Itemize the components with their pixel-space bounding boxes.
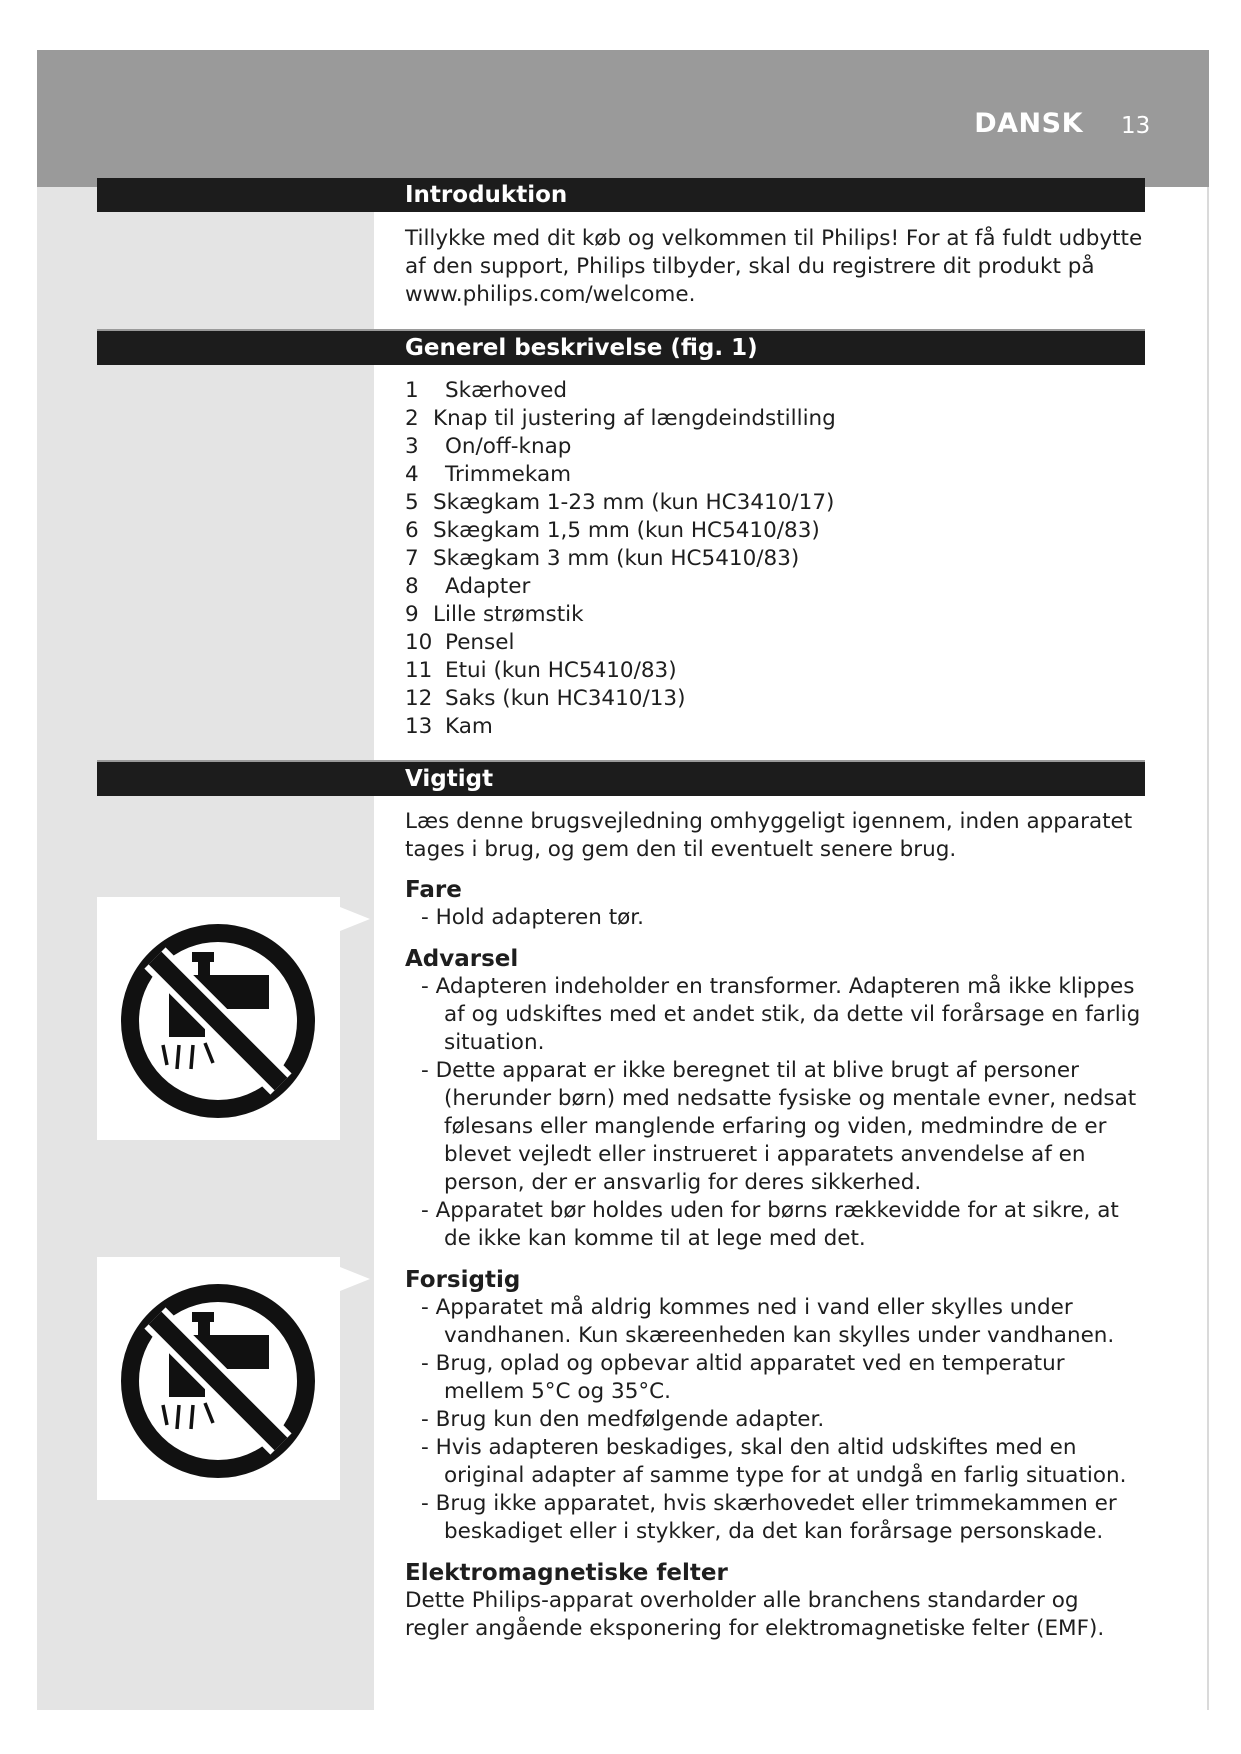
list-item: 1 Skærhoved: [405, 378, 568, 403]
intro-text: Tillykke med dit køb og velkommen til Philips! For at få fuldt udbytte af den support, Philips tilbyder, skal du registrere dit produkt på www.philips.com/welcome.: [405, 226, 1143, 307]
pictogram-pointer: [340, 907, 370, 931]
warning-heading: Advarsel: [405, 946, 519, 972]
caution-list: [405, 1294, 1145, 1546]
parts-list: [405, 377, 1145, 741]
list-item: 5 Skægkam 1-23 mm (kun HC3410/17): [405, 490, 835, 515]
list-item: 8 Adapter: [405, 574, 531, 599]
danger-list: [405, 904, 1145, 932]
list-item: - Hvis adapteren beskadiges, skal den altid udskiftes med en original adapter af samme type for at undgå en farlig situation.: [421, 1435, 1127, 1488]
warning-list: [405, 973, 1145, 1253]
danger-heading: Fare: [405, 877, 462, 903]
list-item: - Apparatet bør holdes uden for børns rækkevidde for at sikre, at de ikke kan komme til at lege med det.: [421, 1198, 1119, 1251]
list-item: 9 Lille strømstik: [405, 602, 584, 627]
list-item: - Apparatet må aldrig kommes ned i vand eller skylles under vandhanen. Kun skæreenheden kan skylles under vandhanen.: [421, 1295, 1115, 1348]
list-item: - Brug, oplad og opbevar altid apparatet ved en temperatur mellem 5°C og 35°C.: [421, 1351, 1065, 1404]
section-bar-vigtigt: [97, 760, 1145, 796]
intro-section: [405, 225, 1145, 309]
pictogram-box: [97, 1257, 340, 1500]
list-item: 6 Skægkam 1,5 mm (kun HC5410/83): [405, 518, 820, 543]
list-item: 10 Pensel: [405, 630, 515, 655]
emf-heading: Elektromagnetiske felter: [405, 1560, 728, 1586]
list-item: 12 Saks (kun HC3410/13): [405, 686, 686, 711]
language-title: DANSK: [974, 108, 1083, 139]
list-item: - Brug kun den medfølgende adapter.: [421, 1407, 825, 1432]
pictogram-pointer: [340, 1267, 370, 1291]
section-title: Introduktion: [405, 182, 568, 208]
list-item: 13 Kam: [405, 714, 493, 739]
right-edge-rule: [1207, 187, 1209, 1710]
important-section: [405, 808, 1145, 1643]
list-item: - Adapteren indeholder en transformer. Adapteren må ikke klippes af og udskiftes med et andet stik, da dette vil forårsage en farlig situation.: [421, 974, 1141, 1055]
section-title: Generel beskrivelse (fig. 1): [405, 335, 758, 361]
section-bar-generel-beskrivelse: [97, 329, 1145, 365]
list-item: 4 Trimmekam: [405, 462, 572, 487]
emf-text: Dette Philips-apparat overholder alle branchens standarder og regler angående eksponering for elektromagnetiske felter (EMF).: [405, 1588, 1105, 1641]
pictogram-box: [97, 897, 340, 1140]
list-item: - Brug ikke apparatet, hvis skærhovedet eller trimmekammen er beskadiget eller i stykker, da det kan forårsage personskade.: [421, 1491, 1117, 1544]
no-water-tap-icon: [97, 897, 340, 1140]
no-water-tap-icon: [97, 1257, 340, 1500]
caution-heading: Forsigtig: [405, 1267, 521, 1293]
section-bar-introduktion: [97, 176, 1145, 212]
list-item: - Hold adapteren tør.: [421, 905, 645, 930]
list-item: 2 Knap til justering af længdeindstilling: [405, 406, 836, 431]
list-item: - Dette apparat er ikke beregnet til at blive brugt af personer (herunder børn) med nedsatte fysiske og mentale evner, nedsat følesans eller manglende erfaring og viden, medmindre de er blevet vejledt eller instrueret i apparatets anvendelse af en person, der er ansvarlig for deres sikkerhed.: [421, 1058, 1137, 1195]
important-intro: Læs denne brugsvejledning omhyggeligt igennem, inden apparatet tages i brug, og gem den til eventuelt senere brug.: [405, 809, 1133, 862]
list-item: 11 Etui (kun HC5410/83): [405, 658, 677, 683]
section-title: Vigtigt: [405, 766, 494, 792]
page-number: 13: [1121, 113, 1151, 139]
list-item: 7 Skægkam 3 mm (kun HC5410/83): [405, 546, 800, 571]
list-item: 3 On/off-knap: [405, 434, 572, 459]
